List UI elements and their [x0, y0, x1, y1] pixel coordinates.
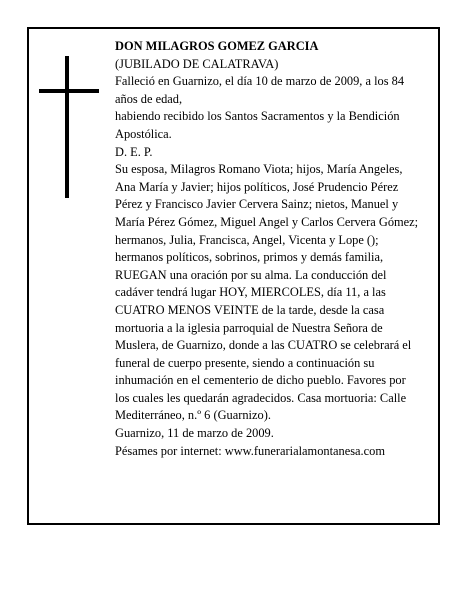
- deceased-subtitle: (JUBILADO DE CALATRAVA): [115, 56, 279, 71]
- cross-icon: [39, 56, 99, 198]
- sacraments-statement: habiendo recibido los Santos Sacramentos y la Bendición Apostólica.: [115, 109, 400, 141]
- death-statement: Falleció en Guarnizo, el día 10 de marzo de 2009, a los 84 años de edad,: [115, 74, 405, 106]
- obituary-text: [115, 38, 420, 460]
- family-list: Su esposa, Milagros Romano Viota; hijos, María Angeles, Ana María y Javier; hijos políticos, José Prudencio Pérez Pérez y Francisco Javier Cervera Sainz; nietos, Manuel y María Pérez Gómez, Miguel Angel y Carlos Cervera Gómez; hermanos, Julia, Francisca, Angel, Vicenta y Lope (); hermanos políticos, sobrinos, primos y demás familia,: [115, 162, 419, 265]
- funeral-details: RUEGAN una oración por su alma. La conducción del cadáver tendrá lugar HOY, MIERCOLES, día 11, a las CUATRO MENOS VEINTE de la tarde, desde la casa mortuoria a la iglesia parroquial de Nuestra Señora de Muslera, de Guarnizo, donde a las CUATRO se celebrará el funeral de cuerpo presente, siendo a continuación su inhumación en el cementerio de dicho pueblo. Favores por los cuales les quedarán agradecidos. Casa mortuoria: Calle Mediterráneo, n.º 6 (Guarnizo).: [115, 267, 412, 423]
- cross-beam: [39, 89, 99, 93]
- cross-post: [65, 56, 69, 198]
- rip-abbreviation: D. E. P.: [115, 144, 153, 159]
- place-and-date: Guarnizo, 11 de marzo de 2009.: [115, 426, 274, 441]
- deceased-name: DON MILAGROS GOMEZ GARCIA: [115, 39, 319, 53]
- condolences-line: Pésames por internet: www.funerarialamontanesa.com: [115, 443, 385, 458]
